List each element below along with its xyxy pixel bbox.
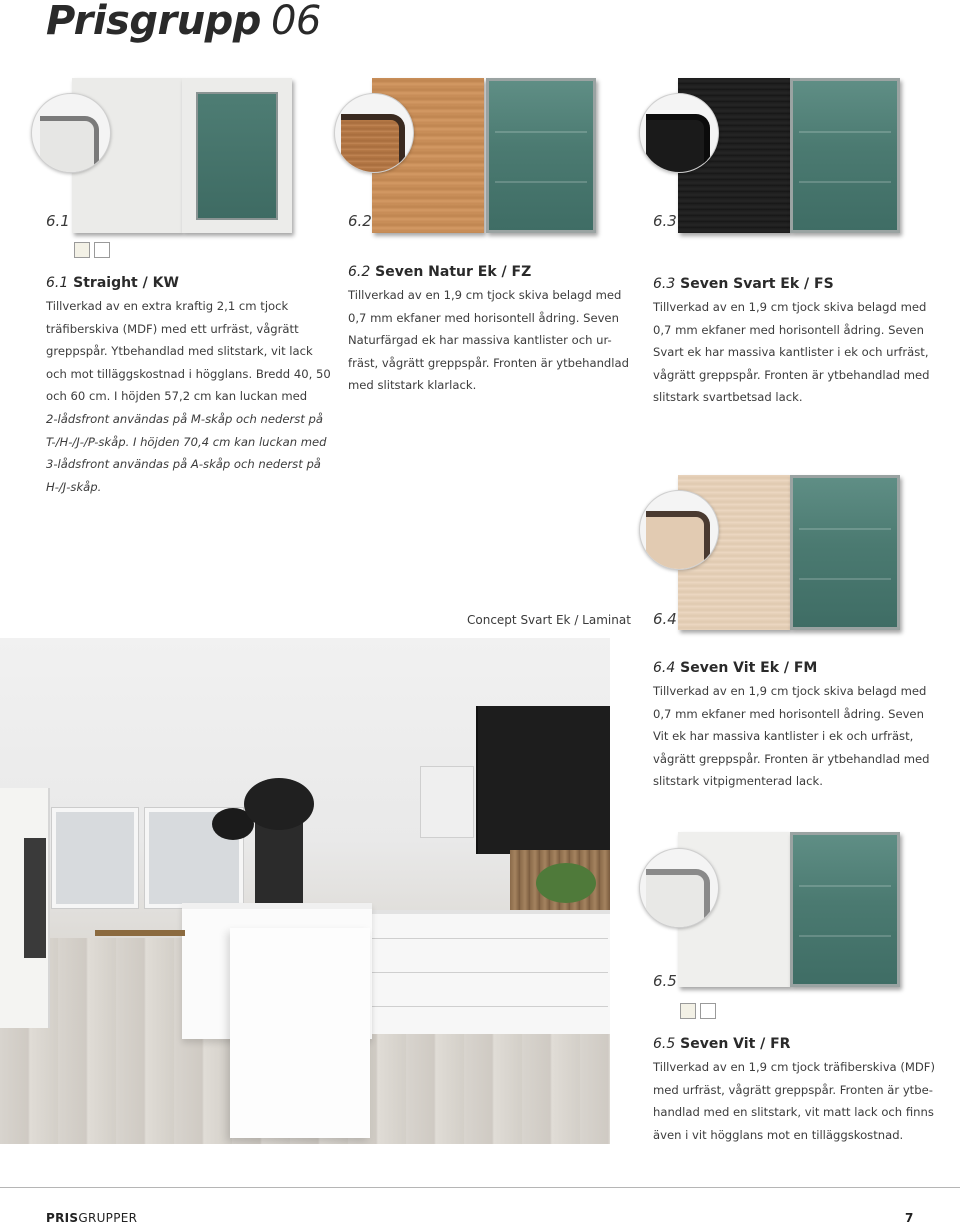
oven xyxy=(24,838,46,958)
swatch-white xyxy=(94,242,110,258)
description-line: 0,7 mm ekfaner med horisontell ådring. Seven xyxy=(653,322,924,337)
glass-door-61 xyxy=(182,78,292,233)
glass-door-65 xyxy=(790,832,900,987)
product-description-62 xyxy=(348,284,629,397)
product-description-65 xyxy=(653,1056,935,1146)
glass-door-62 xyxy=(486,78,596,233)
product-code-61: 6.1 xyxy=(46,212,70,230)
detail-circle-65 xyxy=(639,848,719,928)
footer-divider xyxy=(0,1187,960,1188)
description-line: med slitstark klarlack. xyxy=(348,378,477,393)
bench xyxy=(95,930,185,936)
plant xyxy=(536,863,596,903)
swatch-white xyxy=(700,1003,716,1019)
page-title-number: 06 xyxy=(270,0,321,44)
description-line: Tillverkad av en 1,9 cm tjock skiva belagd med xyxy=(653,300,927,314)
product-code-65: 6.5 xyxy=(653,972,677,990)
description-line: 0,7 mm ekfaner med horisontell ådring. Seven xyxy=(653,706,924,721)
description-line: med urfräst, vågrätt greppspår. Fronten är ytbe- xyxy=(653,1082,933,1097)
description-line: 0,7 mm ekfaner med horisontell ådring. Seven xyxy=(348,310,619,325)
description-line: Tillverkad av en 1,9 cm tjock skiva belagd med xyxy=(348,288,622,302)
swatch-offwhite xyxy=(74,242,90,258)
description-line: 2-lådsfront användas på M-skåp och nederst på xyxy=(46,411,323,426)
product-code-62: 6.2 xyxy=(348,212,372,230)
color-swatches-61 xyxy=(74,242,114,262)
description-line: slitstark vitpigmenterad lack. xyxy=(653,774,823,789)
description-line: Tillverkad av en 1,9 cm tjock skiva belagd med xyxy=(653,684,927,698)
page-number: 7 xyxy=(905,1211,914,1225)
description-line: och 60 cm. I höjden 57,2 cm kan luckan med xyxy=(46,389,308,404)
kitchen-photo xyxy=(0,638,610,1144)
description-line: handlad med en slitstark, vit matt lack och finns xyxy=(653,1105,934,1120)
description-line: T-/H-/J-/P-skåp. I höjden 70,4 cm kan luckan med xyxy=(46,434,327,449)
description-line: Svart ek har massiva kantlister i ek och urfräst, xyxy=(653,345,929,360)
product-code-64: 6.4 xyxy=(653,610,677,628)
description-line: Tillverkad av en extra kraftig 2,1 cm tjock xyxy=(46,299,289,313)
page-title-text: Prisgrupp xyxy=(46,0,261,44)
pendant-lamp-2 xyxy=(244,778,314,830)
description-line: 3-lådsfront användas på A-skåp och nederst på xyxy=(46,457,321,472)
description-line: fräst, vågrätt greppspår. Fronten är ytbehandlad xyxy=(348,355,629,370)
product-heading-65: 6.5 Seven Vit / FR xyxy=(653,1036,791,1052)
product-description-64 xyxy=(653,680,930,793)
product-description-61 xyxy=(46,295,331,498)
kitchen-caption: Concept Svart Ek / Laminat xyxy=(467,613,631,627)
range-hood xyxy=(420,766,474,838)
glass-door-64 xyxy=(790,475,900,630)
detail-circle-63 xyxy=(639,93,719,173)
color-swatches-65 xyxy=(680,1003,720,1023)
product-code-63: 6.3 xyxy=(653,212,677,230)
product-description-63 xyxy=(653,296,930,409)
detail-circle-61 xyxy=(31,93,111,173)
detail-circle-64 xyxy=(639,490,719,570)
description-line: H-/J-skåp. xyxy=(46,479,102,494)
product-heading-63: 6.3 Seven Svart Ek / FS xyxy=(653,276,834,292)
detail-circle-62 xyxy=(334,93,414,173)
product-heading-62: 6.2 Seven Natur Ek / FZ xyxy=(348,264,532,280)
island-end xyxy=(230,928,370,1138)
product-heading-61: 6.1 Straight / KW xyxy=(46,275,179,291)
description-line: träfiberskiva (MDF) med ett urfräst, vågrätt xyxy=(46,321,299,336)
product-heading-64: 6.4 Seven Vit Ek / FM xyxy=(653,660,818,676)
description-line: vågrätt greppspår. Fronten är ytbehandlad med xyxy=(653,751,930,766)
black-upper-cabinets xyxy=(478,706,610,854)
description-line: greppspår. Ytbehandlad med slitstark, vit lack xyxy=(46,344,313,359)
description-line: vågrätt greppspår. Fronten är ytbehandlad med xyxy=(653,367,930,382)
description-line: och mot tilläggskostnad i högglans. Bredd 40, 50 xyxy=(46,366,331,381)
description-line: Tillverkad av en 1,9 cm tjock träfiberskiva (MDF) xyxy=(653,1060,935,1074)
glass-door-63 xyxy=(790,78,900,233)
footer-brand: PRISGRUPPER xyxy=(46,1211,138,1225)
description-line: Vit ek har massiva kantlister i ek och urfräst, xyxy=(653,729,914,744)
window-left xyxy=(52,808,138,908)
description-line: även i vit högglans mot en tilläggskostnad. xyxy=(653,1127,904,1142)
description-line: Naturfärgad ek har massiva kantlister och ur- xyxy=(348,333,612,348)
page-title xyxy=(46,0,321,44)
description-line: slitstark svartbetsad lack. xyxy=(653,390,803,405)
swatch-offwhite xyxy=(680,1003,696,1019)
